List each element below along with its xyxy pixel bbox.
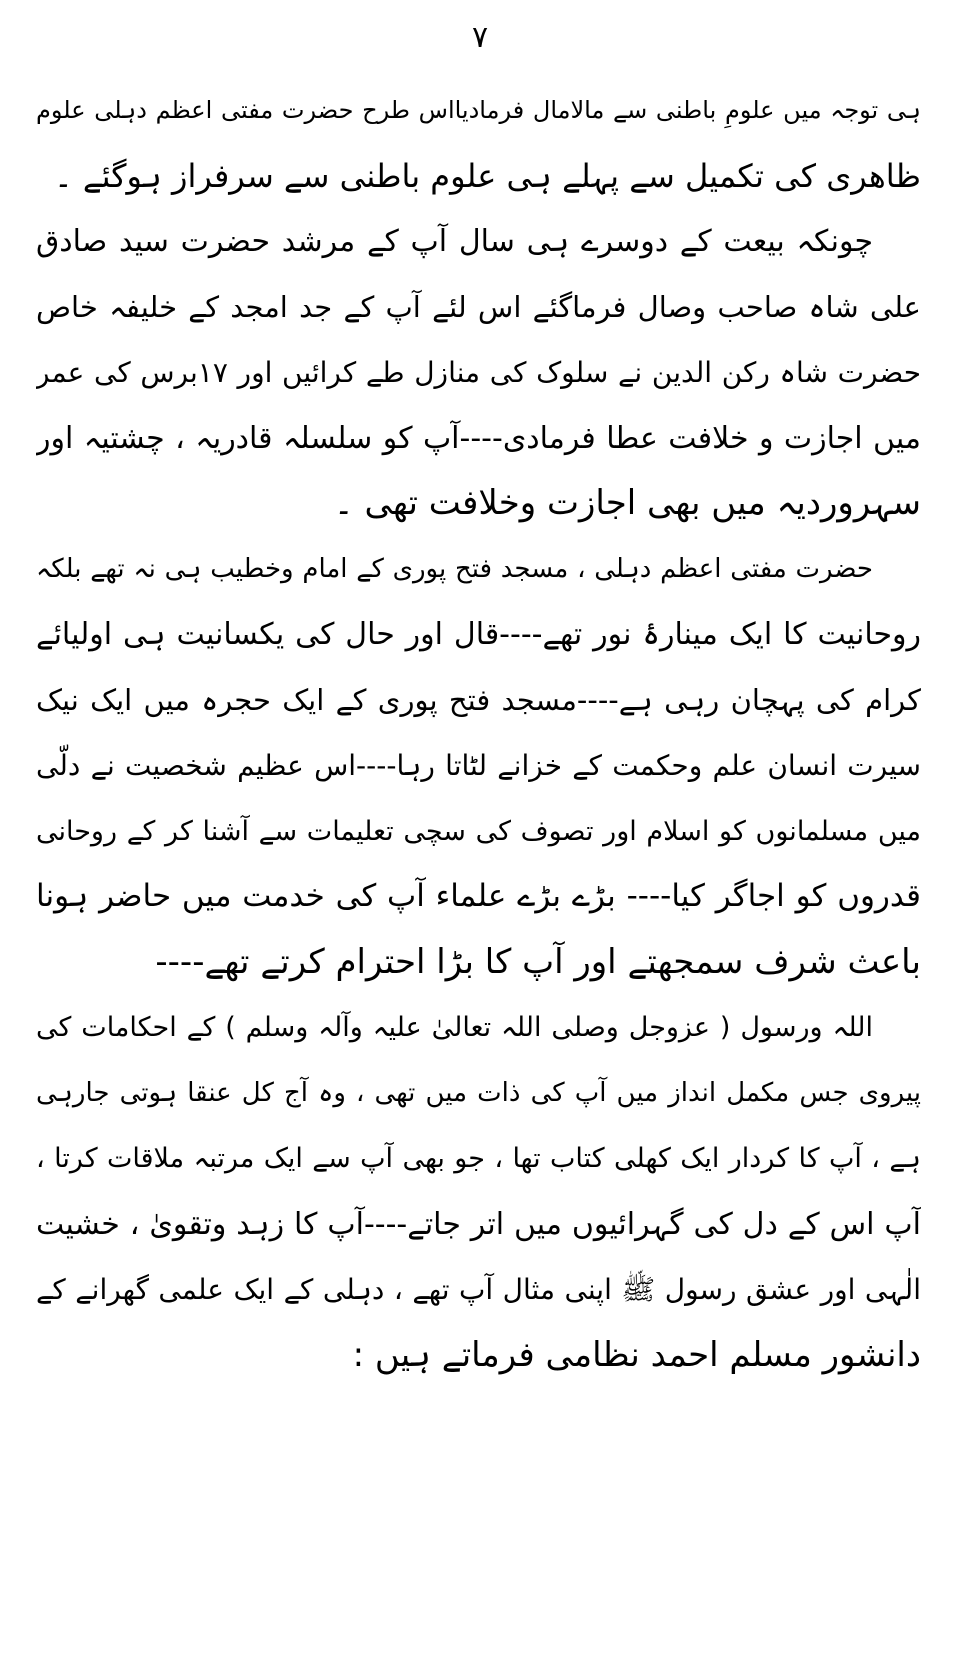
text-line: باعث شرف سمجھتے اور آپ کا بڑا احترام کرتے تھے---- <box>155 941 921 982</box>
text-line: میں مسلمانوں کو اسلام اور تصوف کی سچی تعلیمات سے آشنا کر کے روحانی <box>36 815 921 847</box>
text-line: ظاھری کی تکمیل سے پہلے ہی علوم باطنی سے سرفراز ہوگئے ۔ <box>53 156 921 195</box>
text-line: ہی توجہ میں علومِ باطنی سے مالامال فرمادیااس طرح حضرت مفتی اعظم دہلی علوم <box>36 96 921 124</box>
page-number: ۷ <box>471 20 489 55</box>
text-line: چونکہ بیعت کے دوسرے ہی سال آپ کے مرشد حضرت سید صادق <box>36 224 873 259</box>
text-line: پیروی جس مکمل انداز میں آپ کی ذات میں تھی ، وہ آج کل عنقا ہوتی جارہی <box>36 1077 921 1108</box>
text-line: کرام کی پہچان رہی ہے----مسجد فتح پوری کے ایک حجرہ میں ایک نیک <box>36 682 921 717</box>
body-text <box>36 78 921 1388</box>
text-line: سیرت انسان علم وحکمت کے خزانے لٹاتا رہا----اس عظیم شخصیت نے دلّی <box>36 749 921 782</box>
text-line: روحانیت کا ایک مینارۂ نور تھے----قال اور حال کی یکسانیت ہی اولیائے <box>36 617 921 652</box>
text-line: میں اجازت و خلافت عطا فرمادی----آپ کو سلسلہ قادریہ ، چشتیہ اور <box>36 420 921 456</box>
text-line: حضرت شاہ رکن الدین نے سلوک کی منازل طے کرائیں اور ۱۷برس کی عمر <box>36 356 921 389</box>
text-line: اللہ ورسول ( عزوجل وصلی اللہ تعالیٰ علیہ وآلہ وسلم ) کے احکامات کی <box>36 1012 873 1043</box>
text-line: ہے ، آپ کا کردار ایک کھلی کتاب تھا ، جو بھی آپ سے ایک مرتبہ ملاقات کرتا ، <box>36 1143 921 1174</box>
text-line: علی شاہ صاحب وصال فرماگئے اس لئے آپ کے جد امجد کے خلیفہ خاص <box>36 289 921 324</box>
text-line: حضرت مفتی اعظم دہلی ، مسجد فتح پوری کے امام وخطیب ہی نہ تھے بلکہ <box>36 553 873 584</box>
text-line: آپ اس کے دل کی گہرائیوں میں اتر جاتے----آپ کا زہد وتقویٰ ، خشیت <box>36 1206 921 1242</box>
text-line: الٰہی اور عشق رسول ﷺ اپنی مثال آپ تھے ، دہلی کے ایک علمی گھرانے کے <box>36 1273 921 1306</box>
text-line: قدروں کو اجاگر کیا---- بڑے بڑے علماء آپ کی خدمت میں حاضر ہونا <box>36 878 921 914</box>
text-line: دانشور مسلم احمد نظامی فرماتے ہیں : <box>352 1334 921 1375</box>
text-line: سہروردیہ میں بھی اجازت وخلافت تھی ۔ <box>333 483 921 523</box>
